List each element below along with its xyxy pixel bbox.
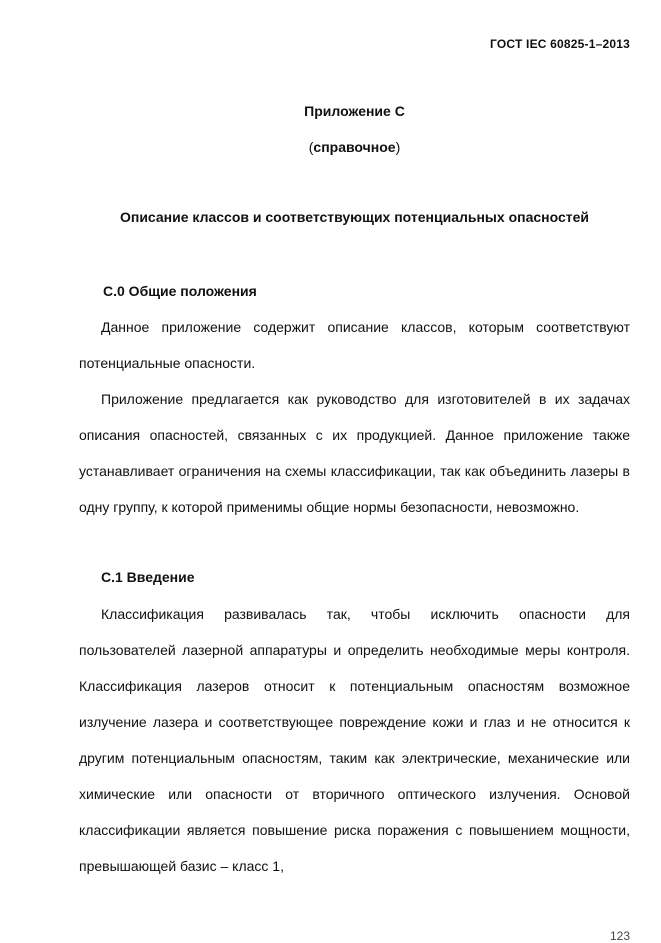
section-heading-c1: С.1 Введение [101, 569, 195, 585]
standard-number-header: ГОСТ IEC 60825-1–2013 [490, 37, 630, 51]
paragraph-c1-1: Классификация развивалась так, чтобы исключить опасности для пользователей лазерной аппаратуры и определить необходимые меры контроля. Классификация лазеров относит к потенциальным опасностям возможное излучение лазера и соответствующее повреждение кожи и глаз и не относится к другим потенциальным опасностям, таким как электрические, механические или химические или опасности от вторичного оптического излучения. Основой классификации является повышение риска поражения с повышением мощности, превышающей базис – класс 1, [79, 606, 630, 874]
paragraph-c0-1: Данное приложение содержит описание классов, которым соответствуют потенциальные опасности. [79, 319, 630, 371]
annex-subtitle-open: ( [308, 139, 314, 155]
paragraph-c0-2: Приложение предлагается как руководство для изготовителей в их задачах описания опасностей, связанных с их продукцией. Данное приложение также устанавливает ограничения на схемы классификации, так как объединить лазеры в одну группу, к которой применимы общие нормы безопасности, невозможно. [79, 391, 630, 515]
annex-subtitle-close: ) [395, 139, 401, 155]
section-heading-c0: С.0 Общие положения [103, 283, 257, 299]
page-number: 123 [609, 929, 630, 943]
annex-title: Приложение С [304, 103, 405, 119]
annex-subtitle [0, 139, 661, 155]
annex-subtitle-word: справочное [313, 139, 396, 155]
annex-heading: Описание классов и соответствующих потенциальных опасностей [119, 209, 590, 225]
